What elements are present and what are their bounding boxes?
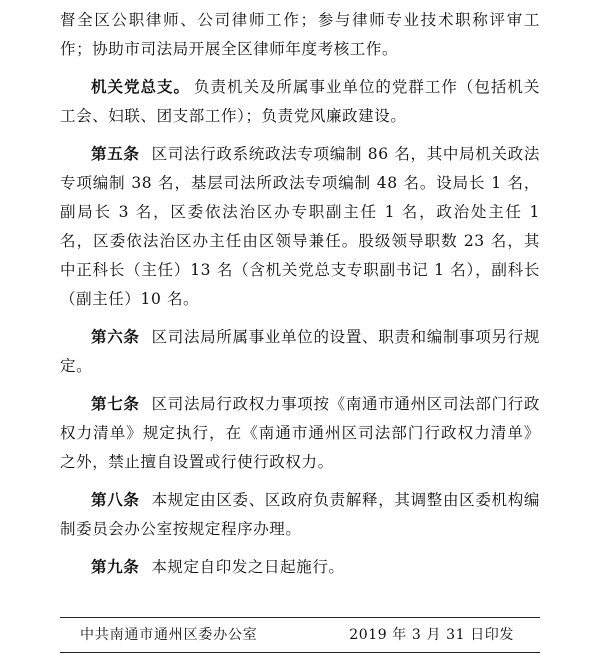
article-number: 第六条	[91, 327, 140, 346]
footer-issuer: 中共南通市通州区委办公室	[80, 627, 258, 643]
article-number: 第五条	[91, 144, 140, 163]
article-8	[60, 485, 540, 544]
paragraph-text: 负责机关及所属事业单位的党群工作（包括机关工会、妇联、团支部工作）；负责党风廉政建设。	[60, 78, 540, 125]
article-number: 第七条	[91, 394, 140, 413]
article-text: 本规定自印发之日起施行。	[151, 558, 345, 576]
article-text: 本规定由区委、区政府负责解释，其调整由区委机构编制委员会办公室按规定程序办理。	[60, 491, 540, 538]
article-number: 第八条	[91, 490, 140, 509]
article-9	[60, 552, 540, 582]
article-7	[60, 389, 540, 477]
document-body	[60, 6, 540, 590]
article-text: 区司法局所属事业单位的设置、职责和编制事项另行规定。	[60, 328, 540, 375]
footer-date: 2019 年 3 月 31 日印发	[349, 627, 514, 643]
footer-top-rule	[60, 617, 540, 618]
article-text: 区司法行政系统政法专项编制 86 名，其中局机关政法专项编制 38 名，基层司法所政法专项编制 48 名。设局长 1 名，副局长 3 名，区委依法治区办专职副主任 1 名，政治处主任 1 名，区委依法治区办主任由区领导兼任。股级领导职数 23 名，其中正科长（主任）13 名（含机关党总支专职副书记 1 名），副科长（副主任）10 名。	[60, 145, 540, 308]
article-6	[60, 322, 540, 381]
footer-bottom-rule	[60, 652, 540, 653]
paragraph-party-branch	[60, 72, 540, 131]
article-number: 第九条	[91, 557, 140, 576]
article-5	[60, 139, 540, 314]
paragraph-heading: 机关党总支。	[91, 77, 190, 96]
paragraph-continuation	[60, 6, 540, 64]
paragraph-text: 督全区公职律师、公司律师工作；参与律师专业技术职称评审工作；协助市司法局开展全区律师年度考核工作。	[60, 11, 540, 58]
article-text: 区司法局行政权力事项按《南通市通州区司法部门行政权力清单》规定执行，在《南通市通州区司法部门行政权力清单》之外，禁止擅自设置或行使行政权力。	[60, 395, 540, 471]
